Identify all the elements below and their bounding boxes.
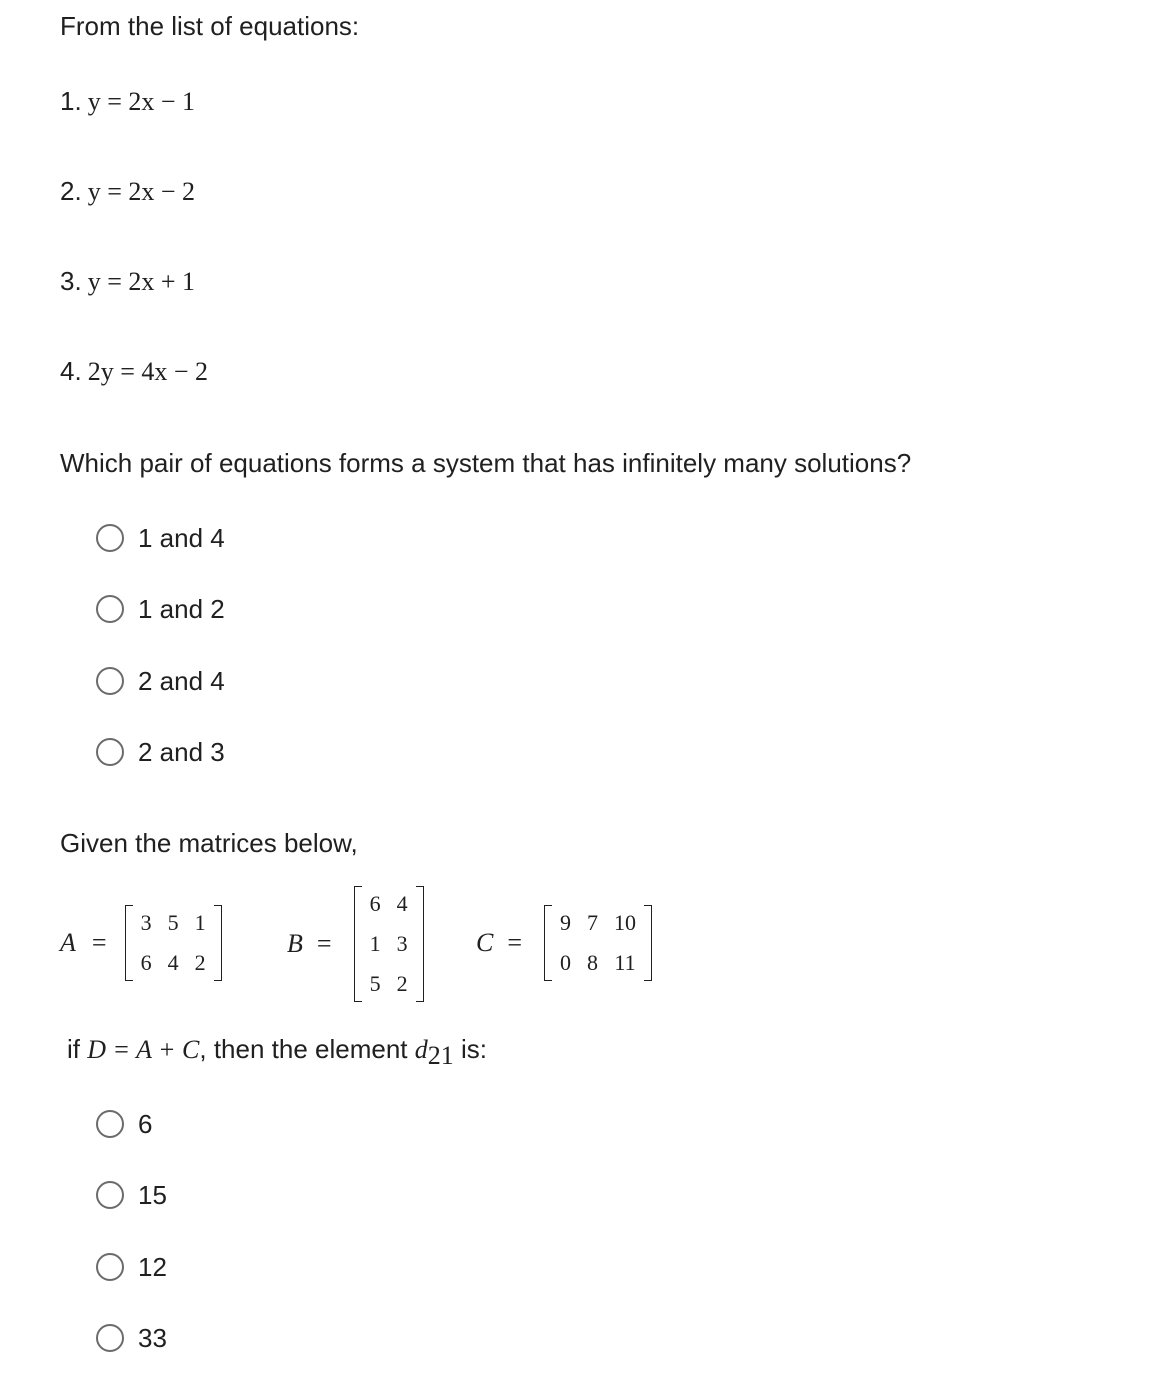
equation-expression: y = 2x − 1	[87, 87, 196, 116]
matrix-cell: 5	[167, 910, 179, 935]
matrix-cell: 1	[194, 910, 206, 935]
matrix-a	[125, 903, 222, 983]
matrix-cell: 9	[560, 910, 572, 935]
radio-button[interactable]	[96, 738, 124, 766]
matrix-b-name: B	[287, 929, 303, 958]
equals-sign: =	[316, 929, 332, 958]
equation-expression: y = 2x + 1	[87, 267, 196, 296]
question-middle: , then the element	[199, 1034, 415, 1064]
option-label: 6	[138, 1109, 153, 1139]
matrix-c	[544, 903, 652, 983]
matrix-cell: 10	[614, 910, 637, 935]
matrix-c-name: C	[476, 928, 494, 957]
equals-sign: =	[91, 928, 107, 957]
matrix-c-block	[476, 903, 652, 983]
equation-number: 2.	[60, 176, 82, 206]
question-prefix: if	[67, 1034, 88, 1064]
option-label: 1 and 4	[138, 523, 225, 553]
matrix-cell: 6	[369, 891, 381, 916]
radio-button[interactable]	[96, 1110, 124, 1138]
matrix-cell: 2	[396, 971, 408, 996]
matrix-cell: 11	[614, 950, 636, 975]
q2-intro: Given the matrices below,	[60, 828, 358, 858]
q1-option-2[interactable]	[96, 593, 225, 625]
matrix-a-block	[60, 903, 222, 983]
option-label: 33	[138, 1323, 167, 1353]
equation-3	[60, 266, 195, 297]
equation-number: 3.	[60, 266, 82, 296]
equals-sign: =	[507, 928, 523, 957]
q1-option-1[interactable]	[96, 522, 225, 554]
matrix-cell: 8	[587, 950, 599, 975]
option-label: 15	[138, 1180, 167, 1210]
option-label: 12	[138, 1252, 167, 1282]
matrix-cell: 4	[396, 891, 408, 916]
q1-option-3[interactable]	[96, 665, 225, 697]
matrix-b	[354, 884, 424, 1004]
element-variable: d	[414, 1035, 428, 1064]
matrix-cell: 5	[369, 971, 381, 996]
radio-button[interactable]	[96, 595, 124, 623]
equation-expression: y = 2x − 2	[87, 177, 196, 206]
q1-option-4[interactable]	[96, 736, 225, 768]
question-math: D = A + C	[87, 1035, 200, 1064]
radio-button[interactable]	[96, 667, 124, 695]
radio-button[interactable]	[96, 1181, 124, 1209]
q2-question	[67, 1033, 487, 1072]
matrix-cell: 4	[167, 950, 179, 975]
equation-2	[60, 176, 195, 207]
radio-button[interactable]	[96, 1324, 124, 1352]
q1-question: Which pair of equations forms a system that has infinitely many solutions?	[60, 448, 912, 478]
equation-1	[60, 86, 195, 117]
q2-option-2[interactable]	[96, 1179, 167, 1211]
matrix-cell: 7	[587, 910, 599, 935]
q2-option-1[interactable]	[96, 1108, 152, 1140]
q1-intro: From the list of equations:	[60, 11, 360, 41]
option-label: 1 and 2	[138, 594, 225, 624]
equation-4	[60, 356, 208, 387]
matrix-cell: 2	[194, 950, 206, 975]
option-label: 2 and 4	[138, 666, 225, 696]
radio-button[interactable]	[96, 524, 124, 552]
question-suffix: is:	[453, 1034, 487, 1064]
matrix-cell: 1	[369, 931, 381, 956]
matrix-cell: 0	[560, 950, 572, 975]
radio-button[interactable]	[96, 1253, 124, 1281]
matrix-cell: 6	[140, 950, 152, 975]
matrix-cell: 3	[140, 910, 152, 935]
option-label: 2 and 3	[138, 737, 225, 767]
q2-option-3[interactable]	[96, 1251, 167, 1283]
equation-number: 4.	[60, 356, 82, 386]
q2-option-4[interactable]	[96, 1322, 167, 1354]
matrix-b-block	[287, 884, 424, 1004]
element-subscript: 21	[427, 1041, 454, 1071]
equation-number: 1.	[60, 86, 82, 116]
equation-expression: 2y = 4x − 2	[87, 357, 209, 386]
matrix-cell: 3	[396, 931, 408, 956]
matrix-a-name: A	[60, 928, 76, 957]
